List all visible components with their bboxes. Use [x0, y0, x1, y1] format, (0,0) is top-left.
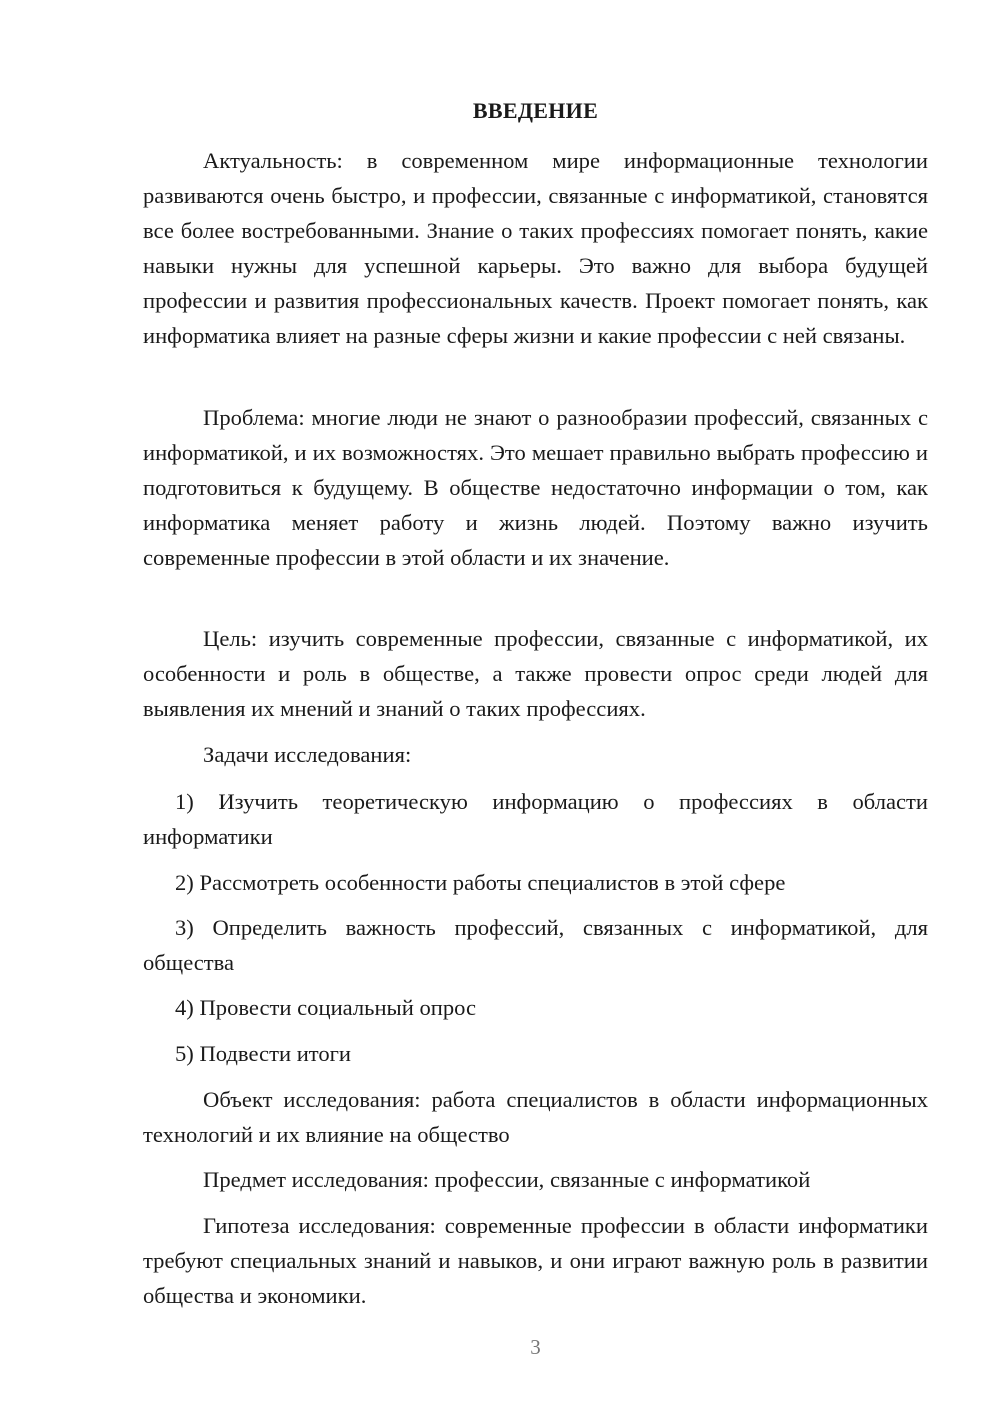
hypothesis-paragraph: Гипотеза исследования: современные профессии в области информатики требуют специальных знаний и навыков, и они играют важную роль в развитии общества и экономики.	[143, 1213, 928, 1308]
tasks-title: Задачи исследования:	[203, 742, 412, 767]
page-title: ВВЕДЕНИЕ	[472, 98, 599, 123]
task-item-1: 1) Изучить теоретическую информацию о профессиях в области информатики	[143, 789, 928, 849]
task-item-5: 5) Подвести итоги	[175, 1041, 352, 1066]
task-item-3: 3) Определить важность профессий, связанных с информатикой, для общества	[143, 915, 928, 975]
document-page	[143, 0, 928, 1414]
task-item-4: 4) Провести социальный опрос	[175, 995, 477, 1020]
subject-paragraph: Предмет исследования: профессии, связанные с информатикой	[203, 1167, 811, 1192]
goal-paragraph: Цель: изучить современные профессии, связанные с информатикой, их особенности и роль в обществе, а также провести опрос среди людей для выявления их мнений и знаний о таких профессиях.	[143, 626, 928, 721]
page-number: 3	[530, 1335, 541, 1359]
relevance-paragraph: Актуальность: в современном мире информационные технологии развиваются очень быстро, и профессии, связанные с информатикой, становятся все более востребованными. Знание о таких профессиях помогает понять, какие навыки нужны для успешной карьеры. Это важно для выбора будущей профессии и развития профессиональных качеств. Проект помогает понять, как информатика влияет на разные сферы жизни и какие профессии с ней связаны.	[143, 148, 928, 348]
problem-paragraph: Проблема: многие люди не знают о разнообразии профессий, связанных с информатикой, и их возможностях. Это мешает правильно выбрать профессию и подготовиться к будущему. В обществе недостаточно информации о том, как информатика меняет работу и жизнь людей. Поэтому важно изучить современные профессии в этой области и их значение.	[143, 405, 928, 570]
task-item-2: 2) Рассмотреть особенности работы специалистов в этой сфере	[175, 870, 786, 895]
object-paragraph: Объект исследования: работа специалистов в области информационных технологий и их влияние на общество	[143, 1087, 928, 1147]
